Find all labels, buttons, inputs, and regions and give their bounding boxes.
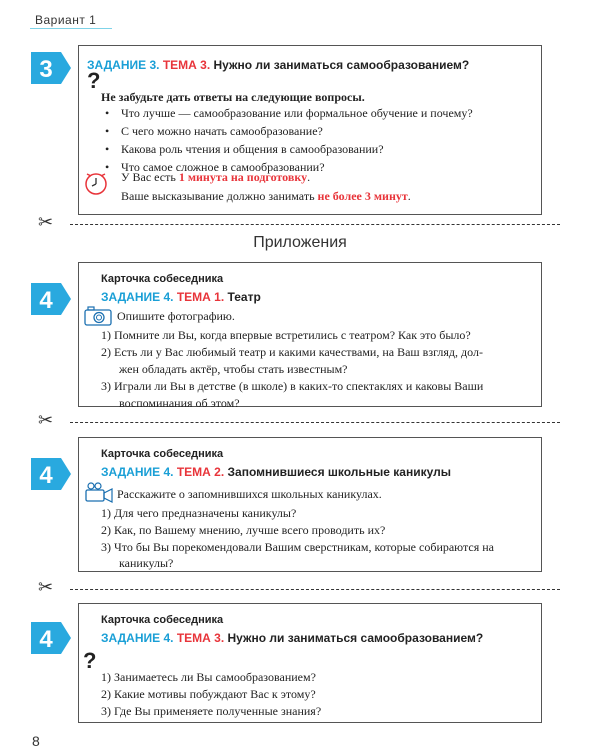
topic-prefix: ТЕМА 2. — [176, 465, 225, 479]
badge-number: 3 — [39, 56, 53, 83]
question-3: Какова роль чтения и общения в самообразовании? — [121, 142, 384, 156]
topic-title: Запомнившиеся школьные каникулы — [227, 465, 451, 479]
question-2: 2) Как, по Вашему мнению, лучше всего проводить их? — [101, 523, 386, 537]
instruction: Опишите фотографию. — [117, 309, 235, 323]
cut-line — [70, 589, 560, 590]
card-caption: Карточка собеседника — [101, 614, 224, 626]
bullet: • — [105, 142, 110, 156]
task-card-4-holidays — [78, 437, 542, 572]
question-1: 1) Для чего предназначены каникулы? — [101, 506, 297, 520]
task-prefix: ЗАДАНИЕ 4. — [101, 631, 174, 645]
question-2-part-1: 2) Есть ли у Вас любимый театр и какими качествами, на Ваш взгляд, дол- — [101, 345, 483, 359]
clock-icon — [83, 170, 109, 201]
scissors-icon: ✂ — [38, 577, 54, 597]
page-number: 8 — [32, 733, 40, 749]
card-caption: Карточка собеседника — [101, 448, 224, 460]
badge-number: 4 — [39, 287, 53, 314]
question-3: 3) Где Вы применяете полученные знания? — [101, 704, 322, 718]
question-mark-icon: ? — [83, 648, 97, 673]
task-title — [87, 58, 469, 72]
scissors-icon: ✂ — [38, 212, 54, 232]
scissors-icon: ✂ — [38, 410, 54, 430]
task-badge-4 — [31, 283, 71, 315]
topic-prefix: ТЕМА 1. — [176, 290, 225, 304]
card-caption: Карточка собеседника — [101, 273, 224, 285]
badge-number: 4 — [39, 462, 53, 489]
question-2: 2) Какие мотивы побуждают Вас к этому? — [101, 687, 316, 701]
question-3-part-2: каникулы? — [119, 556, 174, 570]
topic-prefix: ТЕМА 3. — [162, 58, 211, 72]
prep-time-line — [121, 168, 310, 186]
limit-suffix: . — [407, 189, 411, 203]
question-1: Что лучше — самообразование или формальное обучение и почему? — [121, 106, 473, 120]
badge-number: 4 — [39, 626, 53, 653]
task-badge-4 — [31, 622, 71, 654]
cut-line — [70, 224, 560, 225]
limit-line — [121, 187, 411, 205]
variant-underline — [30, 28, 112, 29]
section-title: Приложения — [253, 234, 347, 251]
topic-prefix: ТЕМА 3. — [176, 631, 225, 645]
task-prefix: ЗАДАНИЕ 3. — [87, 58, 160, 72]
bullet: • — [105, 124, 110, 138]
question-4: Что самое сложное в самообразовании? — [121, 160, 325, 174]
reminder: Не забудьте дать ответы на следующие вопросы. — [101, 90, 365, 104]
task-badge-3 — [31, 52, 71, 84]
question-2-part-2: жен обладать актёр, чтобы стать известным? — [119, 362, 348, 376]
topic-title: Нужно ли заниматься самообразованием? — [227, 631, 484, 645]
question-mark-icon: ? — [87, 68, 101, 93]
prep-prefix: У Вас есть — [121, 170, 176, 184]
instruction: Расскажите о запомнившихся школьных каникулах. — [117, 487, 382, 501]
task-card-4-theatre — [78, 262, 542, 410]
task-card-3 — [78, 45, 542, 215]
question-1: 1) Помните ли Вы, когда впервые встретились с театром? Как это было? — [101, 328, 471, 342]
task-card-4-self-education — [78, 603, 542, 723]
question-3-part-1: 3) Играли ли Вы в детстве (в школе) в каких-то спектаклях и каковы Ваши — [101, 379, 484, 393]
prep-time: 1 минута на подготовку — [178, 170, 308, 184]
limit-time: не более 3 минут — [317, 189, 408, 203]
question-1: 1) Занимаетесь ли Вы самообразованием? — [101, 670, 316, 684]
question-3-part-1: 3) Что бы Вы порекомендовали Вашим сверстникам, которые собираются на — [101, 540, 494, 554]
task-title — [101, 465, 451, 479]
limit-prefix: Ваше высказывание должно занимать — [121, 189, 315, 203]
bullet: • — [105, 160, 110, 174]
task-title — [101, 290, 261, 304]
prep-suffix: . — [307, 170, 311, 184]
topic-title: Нужно ли заниматься самообразованием? — [213, 58, 470, 72]
task-badge-4 — [31, 458, 71, 490]
task-title — [101, 631, 483, 645]
bullet: • — [105, 106, 110, 120]
question-3-part-2: воспоминания об этом? — [119, 396, 240, 410]
question-2: С чего можно начать самообразование? — [121, 124, 323, 138]
task-prefix: ЗАДАНИЕ 4. — [101, 465, 174, 479]
task-prefix: ЗАДАНИЕ 4. — [101, 290, 174, 304]
cut-line — [70, 422, 560, 423]
variant-label: Вариант 1 — [35, 13, 97, 27]
topic-title: Театр — [227, 290, 261, 304]
